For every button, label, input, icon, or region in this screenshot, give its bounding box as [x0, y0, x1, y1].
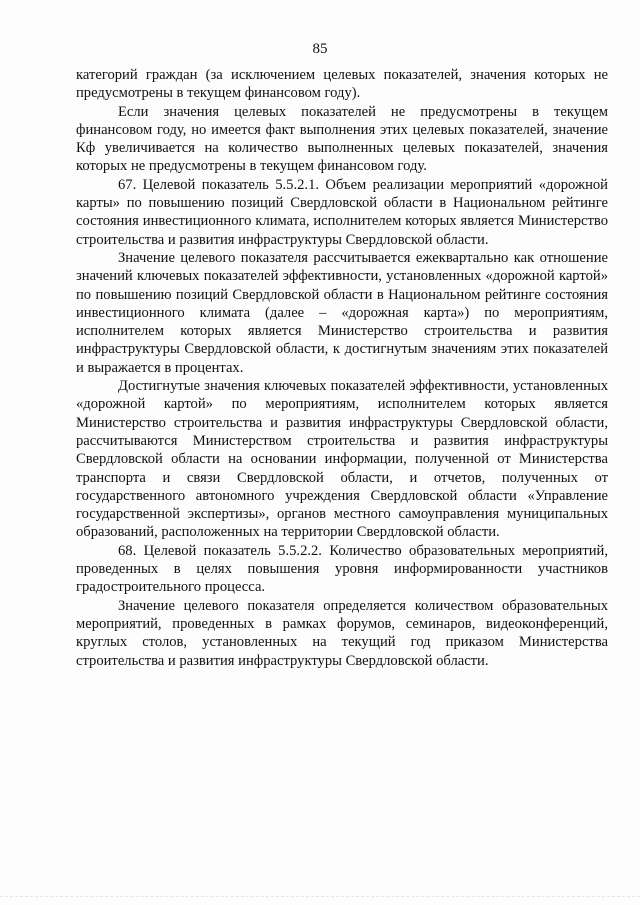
paragraph-indicator-68: 68. Целевой показатель 5.5.2.2. Количество образовательных мероприятий, проведенных в целях повышения уровня информированности участников градостроительного процесса. — [76, 542, 608, 596]
paragraph-continuation: категорий граждан (за исключением целевых показателей, значения которых не предусмотрены в текущем финансовом году). — [76, 67, 608, 102]
paragraph-indicator-67-calculation: Значение целевого показателя рассчитывается ежеквартально как отношение значений ключевых показателей эффективности, установленных «дорожной картой» по повышению позиций Свердловской области в Национальном рейтинге состояния инвестиционного климата (далее – «дорожная карта») по мероприятиям, исполнителем которых является Министерство строительства и развития инфраструктуры Свердловской области, к достигнутым значениям этих показателей и выражается в процентах. — [76, 249, 608, 376]
paragraph-indicator-68-calculation: Значение целевого показателя определяется количеством образовательных мероприятий, проведенных в рамках форумов, семинаров, видеоконференций, круглых столов, установленных на текущий год приказом Министерства строительства и развития инфраструктуры Свердловской области. — [76, 597, 608, 669]
paragraph-indicator-67: 67. Целевой показатель 5.5.2.1. Объем реализации мероприятий «дорожной карты» по повышению позиций Свердловской области в Национальном рейтинге состояния инвестиционного климата, исполнителем которых является Министерство строительства и развития инфраструктуры Свердловской области. — [76, 176, 608, 248]
document-body — [76, 66, 608, 670]
page-bottom-edge — [0, 896, 640, 905]
paragraph-indicator-67-sources: Достигнутые значения ключевых показателей эффективности, установленных «дорожной картой» по мероприятиям, исполнителем которых является Министерство строительства и развития инфраструктуры Свердловской области, рассчитываются Министерством строительства и развития инфраструктуры Свердловской области на основании информации, полученной от Министерства транспорта и связи Свердловской области, и отчетов, полученных от государственного автономного учреждения Свердловской области «Управление государственной экспертизы», органов местного самоуправления муниципальных образований, расположенных на территории Свердловской области. — [76, 378, 608, 541]
paragraph-kf-rule: Если значения целевых показателей не предусмотрены в текущем финансовом году, но имеется факт выполнения этих целевых показателей, значение Кф увеличивается на количество выполненных целевых показателей, значения которых не предусмотрены в текущем финансовом году. — [76, 103, 608, 175]
page-number: 85 — [312, 41, 328, 57]
